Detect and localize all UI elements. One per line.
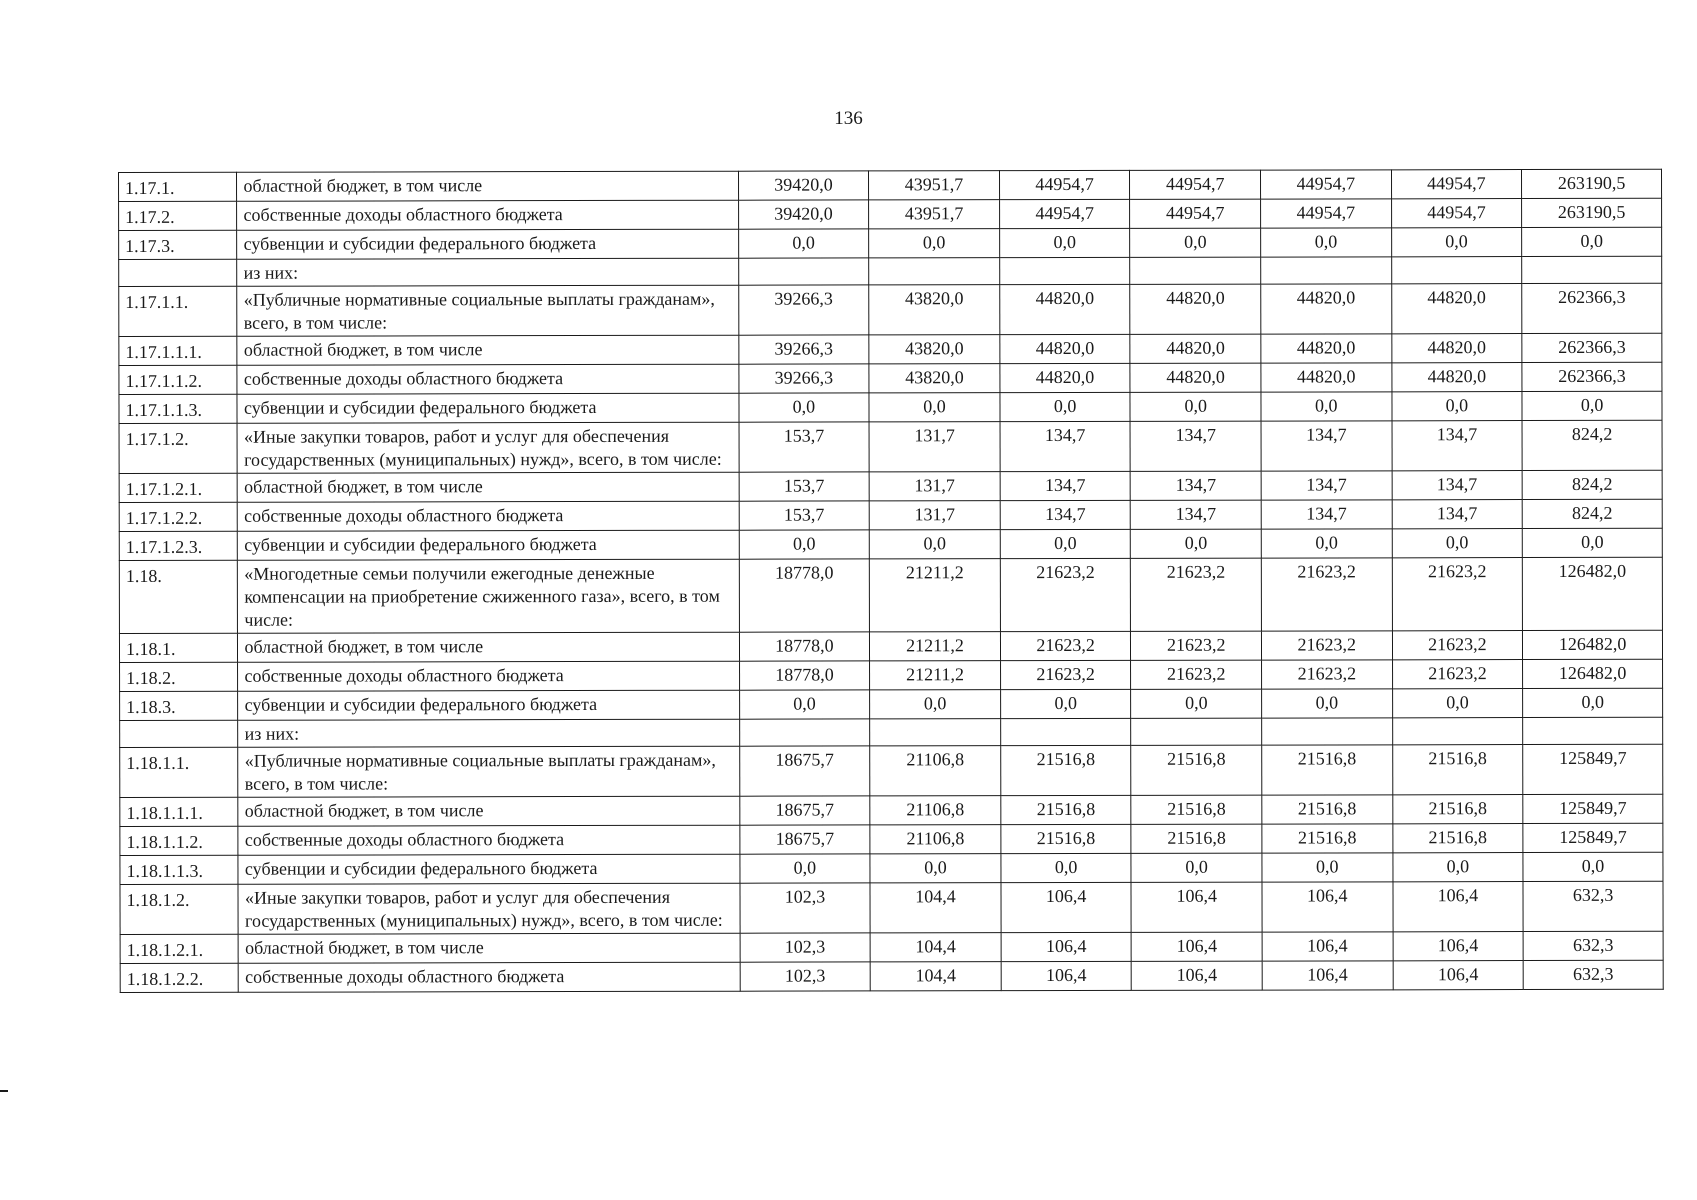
table-row bbox=[120, 659, 1663, 691]
row-code-cell: 1.17.1. bbox=[119, 172, 238, 201]
budget-table bbox=[118, 169, 1664, 993]
row-value-cell: 106,4 bbox=[1001, 961, 1132, 990]
table-row bbox=[119, 198, 1662, 230]
table-row bbox=[119, 528, 1662, 560]
row-name-cell: субвенции и субсидии федерального бюджета bbox=[237, 229, 738, 259]
row-value-cell: 44954,7 bbox=[1130, 170, 1261, 199]
row-value-cell: 102,3 bbox=[740, 883, 871, 933]
row-name-cell: субвенции и субсидии федерального бюджета bbox=[237, 393, 738, 423]
row-name-cell: из них: bbox=[237, 258, 738, 286]
row-code-cell: 1.18. bbox=[119, 560, 238, 633]
row-code-cell: 1.18.1. bbox=[119, 633, 238, 662]
row-name-cell: субвенции и субсидии федерального бюджета bbox=[238, 690, 739, 720]
row-code-cell: 1.17.1.2. bbox=[119, 423, 238, 473]
row-name-cell: собственные доходы областного бюджета bbox=[238, 661, 739, 691]
table-body bbox=[119, 169, 1664, 992]
row-value-cell: 0,0 bbox=[1131, 689, 1262, 718]
row-name-cell: «Иные закупки товаров, работ и услуг для обеспечения государственных (муниципальных) нужд», всего, в том числе: bbox=[237, 422, 738, 473]
row-value-cell bbox=[1261, 257, 1392, 284]
row-value-cell: 0,0 bbox=[738, 229, 869, 258]
row-name-cell: областной бюджет, в том числе bbox=[238, 472, 739, 502]
row-name-cell: субвенции и субсидии федерального бюджета bbox=[238, 530, 739, 560]
row-value-cell: 21623,2 bbox=[1000, 631, 1131, 660]
row-value-cell: 21623,2 bbox=[1261, 558, 1392, 631]
table-row bbox=[119, 227, 1662, 259]
table-row bbox=[119, 499, 1662, 531]
row-value-cell: 131,7 bbox=[869, 501, 1000, 530]
row-value-cell: 134,7 bbox=[1131, 471, 1262, 500]
row-total-cell: 126482,0 bbox=[1523, 630, 1663, 659]
row-value-cell: 21623,2 bbox=[1131, 660, 1262, 689]
row-value-cell: 44954,7 bbox=[1391, 170, 1522, 199]
row-value-cell: 21623,2 bbox=[1261, 631, 1392, 660]
row-value-cell: 18778,0 bbox=[739, 661, 870, 690]
row-value-cell: 0,0 bbox=[1000, 392, 1131, 421]
row-name-cell: областной бюджет, в том числе bbox=[237, 335, 738, 365]
row-value-cell bbox=[739, 719, 870, 746]
row-value-cell: 21623,2 bbox=[1392, 631, 1523, 660]
row-value-cell: 0,0 bbox=[1261, 529, 1392, 558]
row-value-cell: 39266,3 bbox=[739, 364, 870, 393]
row-value-cell: 0,0 bbox=[870, 854, 1001, 883]
row-code-cell: 1.18.1.1. bbox=[120, 747, 239, 797]
table-row bbox=[120, 744, 1663, 797]
row-value-cell bbox=[1131, 718, 1262, 745]
row-value-cell: 44954,7 bbox=[999, 199, 1130, 228]
row-name-cell: «Многодетные семьи получили ежегодные денежные компенсации на приобретение сжиженного газа», всего, в том числе: bbox=[238, 559, 739, 633]
row-value-cell: 0,0 bbox=[1001, 853, 1132, 882]
row-value-cell: 21211,2 bbox=[870, 661, 1001, 690]
row-name-cell: из них: bbox=[238, 719, 739, 747]
row-value-cell: 0,0 bbox=[739, 530, 870, 559]
row-value-cell: 106,4 bbox=[1131, 882, 1262, 932]
row-code-cell: 1.17.1.1.2. bbox=[119, 365, 238, 394]
table-row bbox=[119, 557, 1662, 633]
row-value-cell: 0,0 bbox=[1391, 228, 1522, 257]
row-value-cell: 44954,7 bbox=[1391, 199, 1522, 228]
row-code-cell: 1.17.3. bbox=[119, 230, 238, 259]
row-code-cell: 1.17.1.1. bbox=[119, 286, 238, 336]
row-value-cell: 153,7 bbox=[739, 472, 870, 501]
row-value-cell bbox=[1392, 718, 1523, 745]
row-value-cell: 0,0 bbox=[869, 530, 1000, 559]
row-value-cell: 21623,2 bbox=[1392, 558, 1523, 631]
row-value-cell: 134,7 bbox=[1000, 471, 1131, 500]
row-value-cell: 131,7 bbox=[869, 422, 1000, 472]
row-code-cell: 1.18.1.1.3. bbox=[120, 855, 239, 884]
row-code-cell: 1.18.2. bbox=[120, 662, 239, 691]
table-row bbox=[120, 794, 1663, 826]
row-value-cell: 21106,8 bbox=[870, 796, 1001, 825]
row-value-cell bbox=[1130, 257, 1261, 284]
row-value-cell: 104,4 bbox=[870, 883, 1001, 933]
row-value-cell: 43820,0 bbox=[869, 335, 1000, 364]
row-value-cell: 21516,8 bbox=[1001, 824, 1132, 853]
row-value-cell: 0,0 bbox=[1000, 529, 1131, 558]
table-row bbox=[120, 852, 1663, 884]
row-value-cell: 106,4 bbox=[1001, 932, 1132, 961]
row-value-cell: 18778,0 bbox=[739, 559, 870, 632]
row-value-cell: 0,0 bbox=[870, 690, 1001, 719]
row-total-cell bbox=[1523, 717, 1663, 744]
row-value-cell: 44820,0 bbox=[1130, 363, 1261, 392]
row-value-cell: 134,7 bbox=[1130, 421, 1261, 471]
row-value-cell: 102,3 bbox=[740, 962, 871, 991]
row-code-cell: 1.18.1.2.2. bbox=[120, 963, 239, 992]
row-value-cell: 0,0 bbox=[739, 690, 870, 719]
row-total-cell: 262366,3 bbox=[1522, 362, 1662, 391]
row-value-cell: 0,0 bbox=[1262, 689, 1393, 718]
row-value-cell: 44954,7 bbox=[999, 170, 1130, 199]
row-value-cell bbox=[870, 719, 1001, 746]
row-value-cell: 0,0 bbox=[1261, 392, 1392, 421]
row-value-cell: 21623,2 bbox=[1392, 660, 1523, 689]
row-value-cell: 21106,8 bbox=[870, 746, 1001, 796]
row-name-cell: собственные доходы областного бюджета bbox=[238, 501, 739, 531]
row-value-cell: 106,4 bbox=[1262, 961, 1393, 990]
row-total-cell: 824,2 bbox=[1522, 499, 1662, 528]
row-value-cell: 21516,8 bbox=[1131, 795, 1262, 824]
row-value-cell: 0,0 bbox=[1261, 228, 1392, 257]
row-value-cell: 104,4 bbox=[870, 933, 1001, 962]
row-value-cell: 106,4 bbox=[1001, 882, 1132, 932]
row-code-cell: 1.17.1.1.1. bbox=[119, 336, 238, 365]
table-row bbox=[119, 362, 1662, 394]
row-total-cell: 0,0 bbox=[1522, 528, 1662, 557]
row-value-cell: 39266,3 bbox=[738, 285, 869, 335]
row-value-cell: 0,0 bbox=[1130, 228, 1261, 257]
row-value-cell: 134,7 bbox=[1261, 421, 1392, 471]
row-name-cell: собственные доходы областного бюджета bbox=[239, 962, 740, 992]
row-code-cell: 1.18.3. bbox=[120, 691, 239, 720]
row-value-cell: 21623,2 bbox=[1131, 631, 1262, 660]
row-value-cell: 0,0 bbox=[1393, 853, 1524, 882]
row-name-cell: собственные доходы областного бюджета bbox=[238, 825, 739, 855]
row-value-cell: 0,0 bbox=[1000, 689, 1131, 718]
row-code-cell: 1.17.1.1.3. bbox=[119, 394, 238, 423]
row-total-cell: 824,2 bbox=[1522, 420, 1662, 470]
row-value-cell: 21516,8 bbox=[1392, 824, 1523, 853]
row-value-cell: 106,4 bbox=[1393, 882, 1524, 932]
table-row bbox=[120, 931, 1663, 963]
scan-edge-mark bbox=[0, 1090, 8, 1092]
row-value-cell: 44820,0 bbox=[1130, 334, 1261, 363]
row-value-cell: 0,0 bbox=[739, 393, 870, 422]
row-value-cell: 104,4 bbox=[870, 962, 1001, 991]
row-value-cell: 0,0 bbox=[999, 228, 1130, 257]
row-value-cell: 0,0 bbox=[1262, 853, 1393, 882]
table-row bbox=[120, 823, 1663, 855]
row-value-cell: 44820,0 bbox=[1261, 284, 1392, 334]
row-value-cell: 39420,0 bbox=[738, 200, 869, 229]
row-value-cell: 134,7 bbox=[1000, 500, 1131, 529]
row-value-cell: 134,7 bbox=[1392, 421, 1523, 471]
row-value-cell: 134,7 bbox=[1131, 500, 1262, 529]
row-total-cell: 632,3 bbox=[1523, 881, 1663, 931]
row-code-cell bbox=[120, 720, 239, 747]
row-value-cell: 44820,0 bbox=[1391, 363, 1522, 392]
row-value-cell bbox=[999, 257, 1130, 284]
row-value-cell: 0,0 bbox=[1392, 529, 1523, 558]
row-value-cell: 153,7 bbox=[739, 501, 870, 530]
row-value-cell: 44820,0 bbox=[1000, 363, 1131, 392]
table-row bbox=[120, 881, 1663, 934]
table-row bbox=[119, 420, 1662, 473]
row-code-cell: 1.18.1.1.1. bbox=[120, 797, 239, 826]
row-total-cell: 262366,3 bbox=[1522, 333, 1662, 362]
table-row bbox=[119, 169, 1662, 201]
row-code-cell: 1.18.1.2.1. bbox=[120, 934, 239, 963]
row-value-cell: 106,4 bbox=[1393, 961, 1524, 990]
row-value-cell: 134,7 bbox=[1000, 421, 1131, 471]
table-row bbox=[119, 333, 1662, 365]
table-row bbox=[119, 630, 1662, 662]
row-value-cell: 44954,7 bbox=[1260, 170, 1391, 199]
row-name-cell: собственные доходы областного бюджета bbox=[237, 364, 738, 394]
row-name-cell: областной бюджет, в том числе bbox=[238, 796, 739, 826]
row-value-cell: 44820,0 bbox=[1261, 363, 1392, 392]
table-row bbox=[120, 717, 1663, 747]
row-value-cell: 0,0 bbox=[740, 854, 871, 883]
row-value-cell bbox=[738, 258, 869, 285]
row-total-cell: 824,2 bbox=[1522, 470, 1662, 499]
table-row bbox=[119, 391, 1662, 423]
row-total-cell: 125849,7 bbox=[1523, 744, 1663, 794]
row-value-cell: 134,7 bbox=[1261, 500, 1392, 529]
row-code-cell: 1.17.2. bbox=[119, 201, 238, 230]
row-value-cell: 21516,8 bbox=[1392, 745, 1523, 795]
row-value-cell: 0,0 bbox=[869, 393, 1000, 422]
row-value-cell: 0,0 bbox=[1131, 853, 1262, 882]
row-value-cell: 21211,2 bbox=[870, 632, 1001, 661]
row-value-cell: 18675,7 bbox=[739, 796, 870, 825]
row-value-cell: 44954,7 bbox=[1261, 199, 1392, 228]
row-value-cell: 106,4 bbox=[1262, 932, 1393, 961]
row-value-cell: 43820,0 bbox=[869, 285, 1000, 335]
row-code-cell: 1.17.1.2.3. bbox=[119, 531, 238, 560]
row-name-cell: субвенции и субсидии федерального бюджета bbox=[238, 854, 739, 884]
row-total-cell: 0,0 bbox=[1522, 227, 1662, 256]
row-value-cell: 102,3 bbox=[740, 933, 871, 962]
table-row bbox=[119, 470, 1662, 502]
row-value-cell: 44820,0 bbox=[1130, 284, 1261, 334]
row-value-cell: 21516,8 bbox=[1131, 824, 1262, 853]
row-value-cell: 21211,2 bbox=[870, 559, 1001, 632]
row-value-cell: 44820,0 bbox=[1000, 334, 1131, 363]
row-value-cell: 134,7 bbox=[1392, 471, 1523, 500]
row-name-cell: областной бюджет, в том числе bbox=[237, 171, 738, 201]
row-code-cell: 1.17.1.2.1. bbox=[119, 473, 238, 502]
row-value-cell: 44820,0 bbox=[1391, 284, 1522, 334]
row-value-cell: 106,4 bbox=[1393, 932, 1524, 961]
row-total-cell: 632,3 bbox=[1523, 931, 1663, 960]
row-value-cell bbox=[1262, 718, 1393, 745]
row-value-cell: 106,4 bbox=[1262, 882, 1393, 932]
row-value-cell: 18778,0 bbox=[739, 632, 870, 661]
row-total-cell: 632,3 bbox=[1523, 960, 1663, 989]
row-value-cell: 131,7 bbox=[869, 472, 1000, 501]
row-name-cell: областной бюджет, в том числе bbox=[239, 933, 740, 963]
row-code-cell: 1.18.1.2. bbox=[120, 884, 239, 934]
row-value-cell: 134,7 bbox=[1392, 500, 1523, 529]
row-value-cell: 44820,0 bbox=[1261, 334, 1392, 363]
row-code-cell bbox=[119, 259, 238, 286]
table-row bbox=[119, 283, 1662, 336]
row-total-cell: 126482,0 bbox=[1523, 659, 1663, 688]
row-code-cell: 1.18.1.1.2. bbox=[120, 826, 239, 855]
row-value-cell: 39420,0 bbox=[738, 171, 869, 200]
row-value-cell: 0,0 bbox=[1392, 392, 1523, 421]
row-value-cell: 43820,0 bbox=[869, 364, 1000, 393]
row-total-cell: 125849,7 bbox=[1523, 794, 1663, 823]
row-value-cell: 134,7 bbox=[1261, 471, 1392, 500]
row-name-cell: областной бюджет, в том числе bbox=[238, 632, 739, 662]
row-name-cell: «Публичные нормативные социальные выплаты гражданам», всего, в том числе: bbox=[237, 285, 738, 336]
row-code-cell: 1.17.1.2.2. bbox=[119, 502, 238, 531]
row-value-cell: 0,0 bbox=[869, 229, 1000, 258]
row-value-cell: 39266,3 bbox=[738, 335, 869, 364]
row-total-cell bbox=[1522, 256, 1662, 283]
row-name-cell: «Публичные нормативные социальные выплаты гражданам», всего, в том числе: bbox=[238, 746, 739, 797]
row-value-cell bbox=[869, 258, 1000, 285]
page-number: 136 bbox=[834, 108, 863, 129]
row-value-cell: 43951,7 bbox=[869, 171, 1000, 200]
row-name-cell: собственные доходы областного бюджета bbox=[237, 200, 738, 230]
row-total-cell: 0,0 bbox=[1522, 391, 1662, 420]
row-value-cell bbox=[1391, 257, 1522, 284]
row-value-cell: 0,0 bbox=[1131, 529, 1262, 558]
row-value-cell: 18675,7 bbox=[739, 746, 870, 796]
row-value-cell: 21623,2 bbox=[1131, 558, 1262, 631]
row-value-cell: 43951,7 bbox=[869, 200, 1000, 229]
row-total-cell: 262366,3 bbox=[1522, 283, 1662, 333]
row-total-cell: 263190,5 bbox=[1522, 198, 1662, 227]
budget-table-container bbox=[118, 169, 1664, 993]
row-value-cell: 0,0 bbox=[1130, 392, 1261, 421]
row-value-cell: 18675,7 bbox=[739, 825, 870, 854]
row-value-cell: 21623,2 bbox=[1000, 558, 1131, 631]
row-value-cell: 21516,8 bbox=[1001, 745, 1132, 795]
row-value-cell: 0,0 bbox=[1392, 689, 1523, 718]
row-total-cell: 263190,5 bbox=[1522, 169, 1662, 198]
row-value-cell: 21516,8 bbox=[1392, 795, 1523, 824]
row-value-cell: 21623,2 bbox=[1262, 660, 1393, 689]
row-value-cell: 44820,0 bbox=[1391, 334, 1522, 363]
row-value-cell: 44954,7 bbox=[1130, 199, 1261, 228]
table-row bbox=[120, 688, 1663, 720]
row-value-cell bbox=[1000, 718, 1131, 745]
table-row bbox=[119, 256, 1662, 286]
row-value-cell: 21516,8 bbox=[1262, 824, 1393, 853]
row-name-cell: «Иные закупки товаров, работ и услуг для обеспечения государственных (муниципальных) нужд», всего, в том числе: bbox=[238, 883, 739, 934]
row-value-cell: 21516,8 bbox=[1131, 745, 1262, 795]
row-value-cell: 21516,8 bbox=[1262, 745, 1393, 795]
row-value-cell: 21516,8 bbox=[1001, 795, 1132, 824]
row-value-cell: 106,4 bbox=[1132, 961, 1263, 990]
row-total-cell: 125849,7 bbox=[1523, 823, 1663, 852]
row-value-cell: 21516,8 bbox=[1262, 795, 1393, 824]
table-row bbox=[120, 960, 1663, 992]
row-total-cell: 0,0 bbox=[1523, 688, 1663, 717]
row-value-cell: 106,4 bbox=[1131, 932, 1262, 961]
row-total-cell: 0,0 bbox=[1523, 852, 1663, 881]
row-total-cell: 126482,0 bbox=[1522, 557, 1662, 630]
row-value-cell: 21106,8 bbox=[870, 825, 1001, 854]
row-value-cell: 21623,2 bbox=[1000, 660, 1131, 689]
row-value-cell: 153,7 bbox=[739, 422, 870, 472]
row-value-cell: 44820,0 bbox=[1000, 284, 1131, 334]
